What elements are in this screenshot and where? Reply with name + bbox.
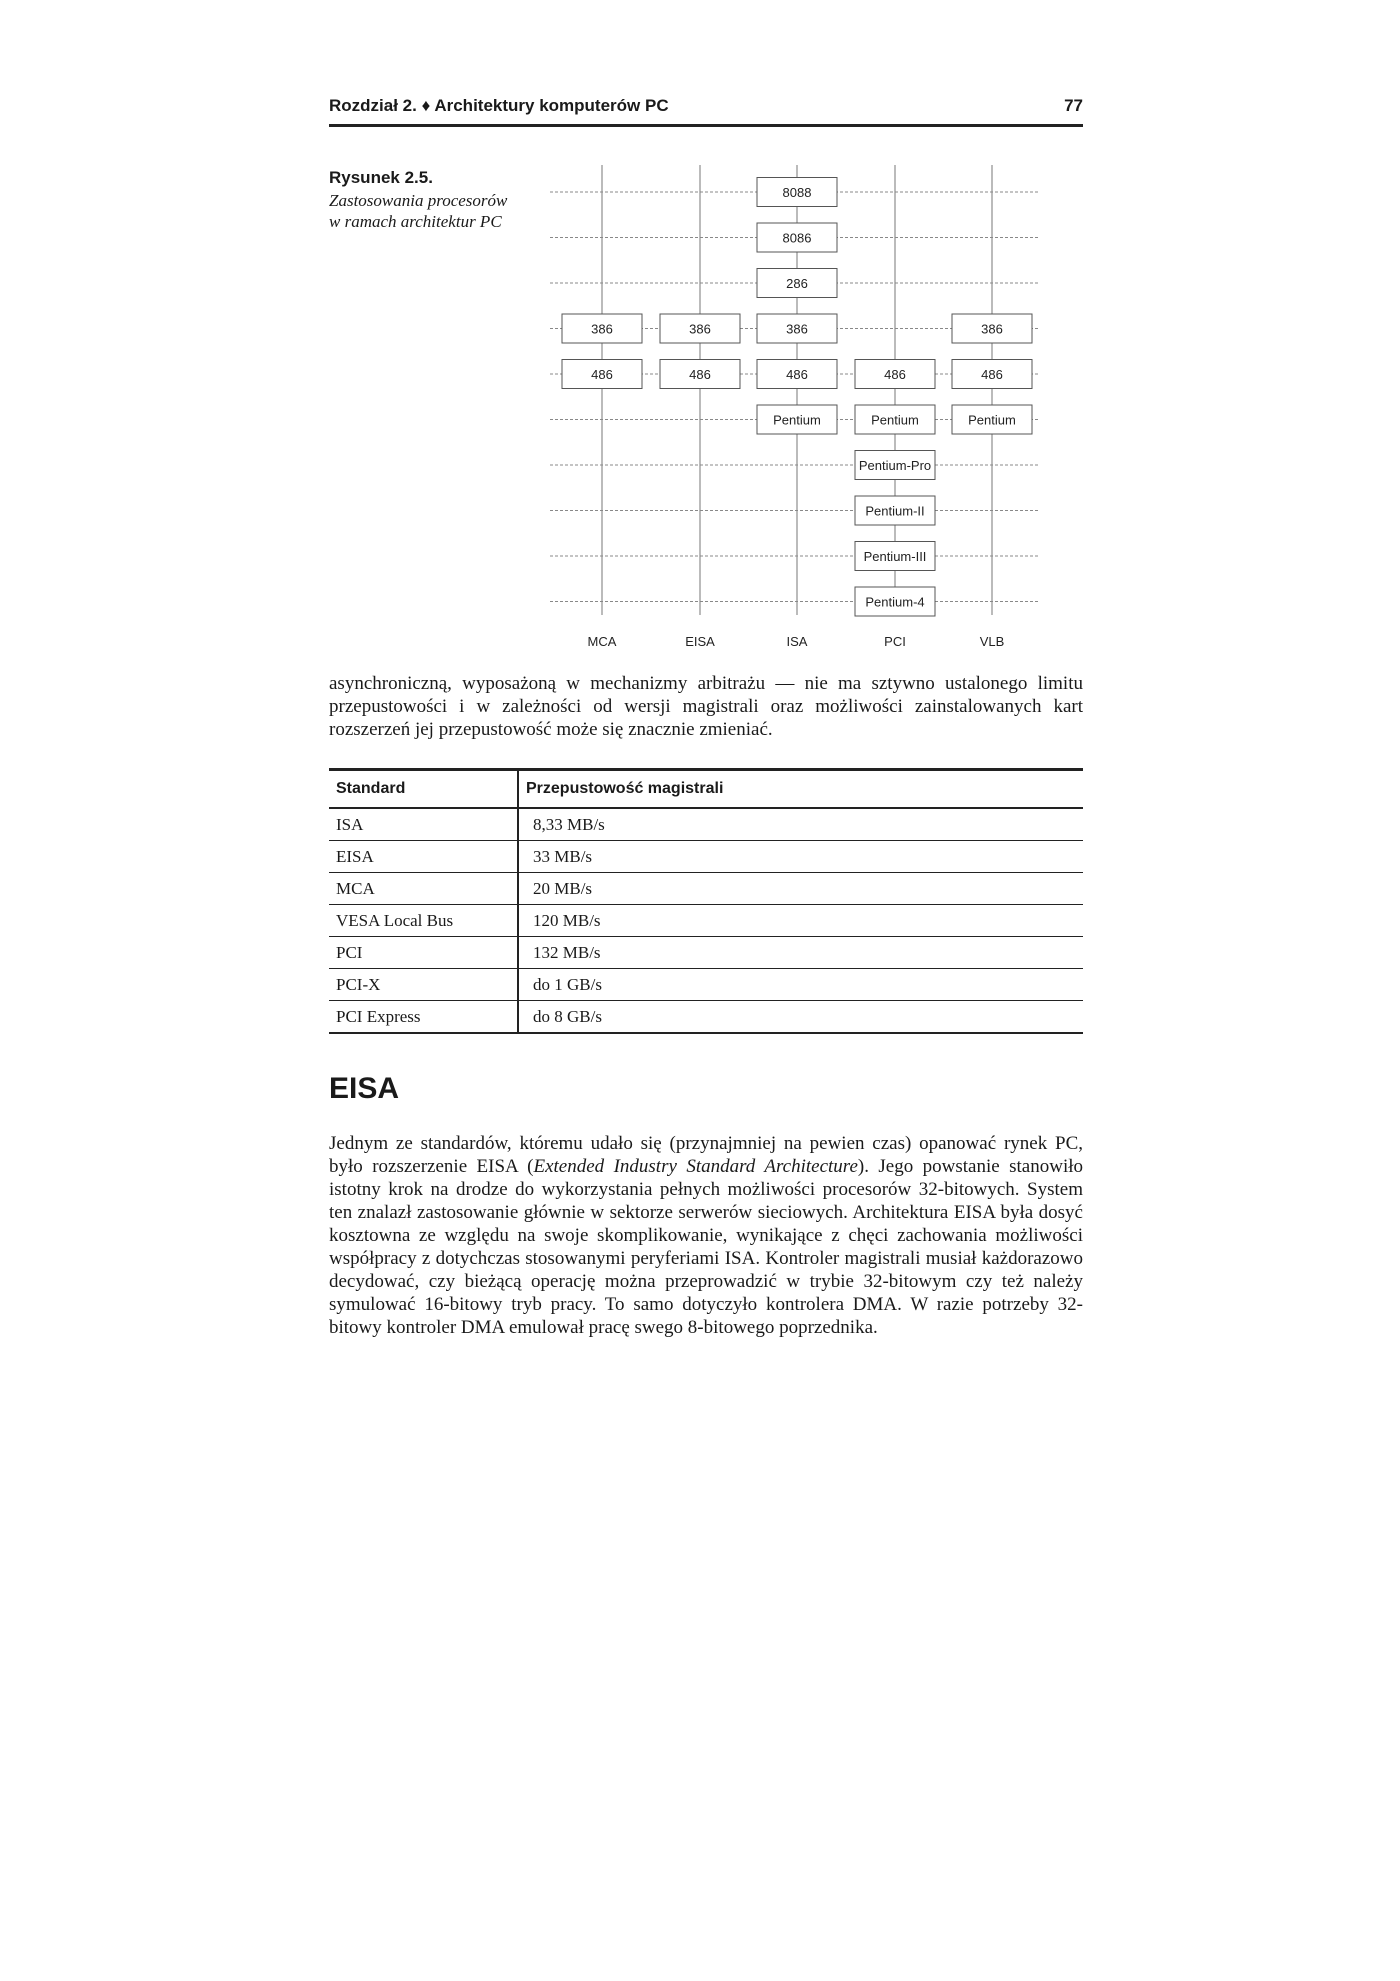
cell-standard: ISA <box>329 808 518 841</box>
processor-box <box>952 314 1032 343</box>
processor-box <box>562 360 642 389</box>
processor-label: 386 <box>981 321 1003 337</box>
processor-box <box>855 405 935 434</box>
cell-standard: PCI-X <box>329 969 518 1001</box>
processor-label: 286 <box>786 276 808 291</box>
processor-label: 386 <box>786 321 808 337</box>
processor-box <box>660 314 740 343</box>
table-header-row <box>329 770 1083 809</box>
paragraph-text: Jednym ze standardów, któremu udało się (przynajmniej na pewien czas) opanować rynek PC, było rozszerzenie EISA ( <box>329 1133 1083 1177</box>
chapter-title: Rozdział 2. ♦ Architektury komputerów PC <box>329 96 669 115</box>
figure-caption <box>329 168 509 232</box>
processor-label: 8086 <box>782 230 812 246</box>
processor-box <box>757 223 837 252</box>
table-row <box>329 1001 1083 1034</box>
processor-box <box>855 542 935 571</box>
processor-label: 386 <box>689 321 711 337</box>
processor-label: Pentium-Pro <box>858 458 932 473</box>
cell-bandwidth: do 1 GB/s <box>518 969 1083 1001</box>
table-row <box>329 873 1083 905</box>
processor-box <box>952 405 1032 434</box>
processor-label: 486 <box>786 367 808 382</box>
processor-label: 486 <box>689 367 711 382</box>
column-header-standard: Standard <box>329 770 518 809</box>
processor-label: 486 <box>884 367 906 382</box>
processor-box <box>562 314 642 343</box>
table-row <box>329 841 1083 873</box>
processor-label: 486 <box>591 367 613 382</box>
processor-label: Pentium-II <box>865 503 925 519</box>
bus-bandwidth-table <box>329 768 1083 1034</box>
processor-bus-diagram <box>540 160 1060 660</box>
processor-box <box>855 587 935 616</box>
processor-box <box>757 405 837 434</box>
bus-label: EISA <box>685 634 715 649</box>
paragraph-emphasis: Extended Industry Standard Architecture <box>533 1156 858 1177</box>
processor-label: Pentium <box>968 412 1016 428</box>
cell-standard: VESA Local Bus <box>329 905 518 937</box>
table-row <box>329 969 1083 1001</box>
figure-label: Rysunek 2.5. <box>329 168 433 187</box>
bus-label: MCA <box>587 634 617 649</box>
cell-standard: MCA <box>329 873 518 905</box>
processor-label: Pentium-III <box>863 549 927 564</box>
section-heading: EISA <box>329 1072 400 1105</box>
cell-bandwidth: do 8 GB/s <box>518 1001 1083 1034</box>
processor-label: 386 <box>591 321 613 337</box>
running-header <box>329 96 1083 127</box>
processor-label: 486 <box>981 367 1003 382</box>
cell-standard: PCI <box>329 937 518 969</box>
processor-box <box>660 360 740 389</box>
cell-bandwidth: 20 MB/s <box>518 873 1083 905</box>
processor-label: Pentium-4 <box>865 594 925 610</box>
cell-standard: PCI Express <box>329 1001 518 1034</box>
processor-box <box>855 360 935 389</box>
cell-bandwidth: 132 MB/s <box>518 937 1083 969</box>
column-header-bandwidth: Przepustowość magistrali <box>518 770 1083 809</box>
bus-label: PCI <box>884 634 906 649</box>
cell-bandwidth: 33 MB/s <box>518 841 1083 873</box>
figure-caption-text: Zastosowania procesorów w ramach architektur PC <box>329 191 508 231</box>
processor-label: Pentium <box>773 412 821 428</box>
section-paragraph <box>329 1132 1083 1339</box>
processor-box <box>757 178 837 207</box>
cell-bandwidth: 8,33 MB/s <box>518 808 1083 841</box>
paragraph-continuation: asynchroniczną, wyposażoną w mechanizmy arbitrażu — nie ma sztywno ustalonego limitu przepustowości i w zależności od wersji magistrali oraz możliwości zainstalowanych kart rozszerzeń jej przepustowość może się znacznie zmieniać. <box>329 673 1083 740</box>
processor-label: 8088 <box>782 185 812 200</box>
table-row <box>329 808 1083 841</box>
processor-box <box>855 496 935 525</box>
processor-box <box>757 314 837 343</box>
paragraph-text: ). Jego powstanie stanowiło istotny krok na drodze do wykorzystania pełnych możliwości procesorów 32-bitowych. System ten znalazł zastosowanie głównie w sektorze serwerów sieciowych. Architektura EISA była dosyć kosztowna ze względu na swoje skomplikowanie, wynikające z chęci zachowania możliwości współpracy z dotychczas stosowanymi peryferiami ISA. Kontroler magistrali musiał każdorazowo decydować, czy bieżącą operację można przeprowadzić w trybie 32-bitowym czy też należy symulować 16-bitowy tryb pracy. To samo dotyczyło kontrolera DMA. W razie potrzeby 32-bitowy kontroler DMA emulował pracę swego 8-bitowego poprzednika. <box>329 1156 1084 1338</box>
bus-label: VLB <box>979 634 1005 649</box>
processor-box <box>757 360 837 389</box>
page-number: 77 <box>1064 96 1083 115</box>
processor-label: Pentium <box>871 412 919 428</box>
processor-box <box>757 269 837 298</box>
processor-box <box>952 360 1032 389</box>
table-row <box>329 937 1083 969</box>
table-row <box>329 905 1083 937</box>
cell-bandwidth: 120 MB/s <box>518 905 1083 937</box>
processor-box <box>855 451 935 480</box>
bus-label: ISA <box>786 634 808 649</box>
cell-standard: EISA <box>329 841 518 873</box>
